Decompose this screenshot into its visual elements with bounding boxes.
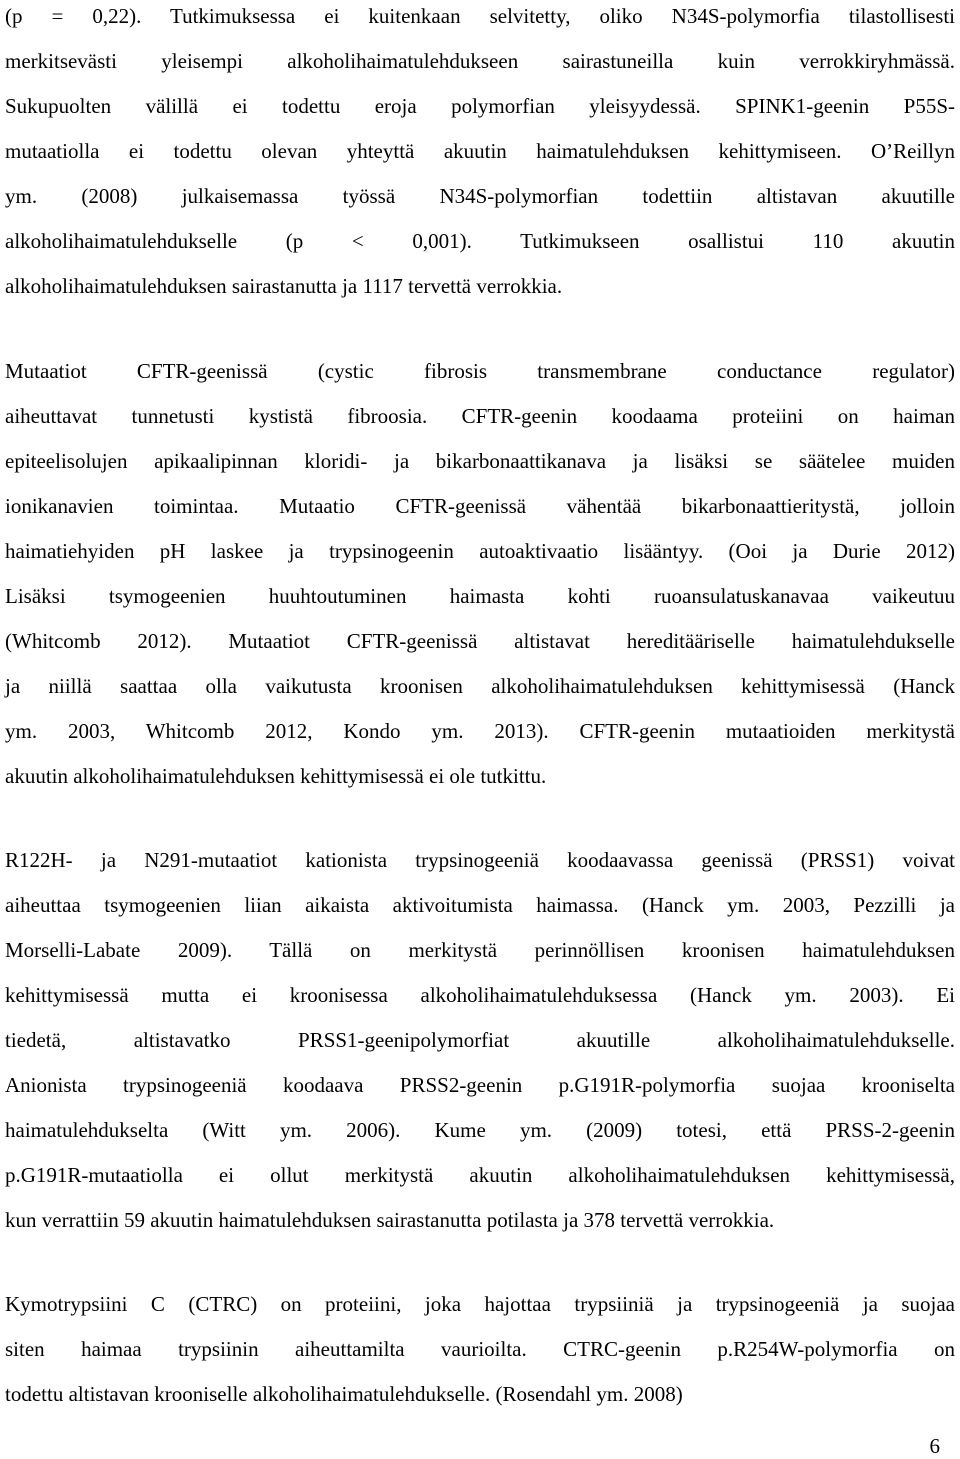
- text-line: ja niillä saattaa olla vaikutusta kroonisen alkoholihaimatulehduksen kehittymisessä (Hanck: [5, 674, 955, 698]
- text-line: ym. (2008) julkaisemassa työssä N34S-polymorfian todettiin altistavan akuutille: [5, 184, 955, 208]
- text-line: R122H- ja N291-mutaatiot kationista trypsinogeeniä koodaavassa geenissä (PRSS1) voivat: [5, 848, 955, 872]
- text-line: tiedetä, altistavatko PRSS1-geenipolymorfiat akuutille alkoholihaimatulehdukselle.: [5, 1028, 955, 1052]
- text-line: siten haimaa trypsiinin aiheuttamilta vaurioilta. CTRC-geenin p.R254W-polymorfia on: [5, 1337, 955, 1361]
- text-line: Sukupuolten välillä ei todettu eroja polymorfian yleisyydessä. SPINK1-geenin P55S-: [5, 94, 955, 118]
- text-line: (Whitcomb 2012). Mutaatiot CFTR-geenissä altistavat hereditääriselle haimatulehdukselle: [5, 629, 955, 653]
- text-line: aiheuttavat tunnetusti kystistä fibroosia. CFTR-geenin koodaama proteiini on haiman: [5, 404, 955, 428]
- text-line: todettu altistavan krooniselle alkoholihaimatulehdukselle. (Rosendahl ym. 2008): [5, 1382, 683, 1406]
- text-line: alkoholihaimatulehdukselle (p < 0,001). Tutkimukseen osallistui 110 akuutin: [5, 229, 955, 253]
- text-line: aiheuttaa tsymogeenien liian aikaista aktivoitumista haimassa. (Hanck ym. 2003, Pezzilli ja: [5, 893, 955, 917]
- text-line: Lisäksi tsymogeenien huuhtoutuminen haimasta kohti ruoansulatuskanavaa vaikeutuu: [5, 584, 955, 608]
- text-line: epiteelisolujen apikaalipinnan kloridi- ja bikarbonaattikanava ja lisäksi se säätelee muiden: [5, 449, 955, 473]
- page-number: 6: [929, 1434, 940, 1458]
- text-line: merkitsevästi yleisempi alkoholihaimatulehdukseen sairastuneilla kuin verrokkiryhmässä.: [5, 49, 955, 73]
- text-line: ionikanavien toimintaa. Mutaatio CFTR-geenissä vähentää bikarbonaattieritystä, jolloin: [5, 494, 955, 518]
- text-line: ym. 2003, Whitcomb 2012, Kondo ym. 2013). CFTR-geenin mutaatioiden merkitystä: [5, 719, 955, 743]
- text-line: alkoholihaimatulehduksen sairastanutta ja 1117 tervettä verrokkia.: [5, 274, 563, 298]
- text-line: p.G191R-mutaatiolla ei ollut merkitystä akuutin alkoholihaimatulehduksen kehittymisessä,: [5, 1163, 955, 1187]
- text-line: haimatiehyiden pH laskee ja trypsinogeenin autoaktivaatio lisääntyy. (Ooi ja Durie 2012): [5, 539, 955, 563]
- text-line: (p = 0,22). Tutkimuksessa ei kuitenkaan selvitetty, oliko N34S-polymorfia tilastollisesti: [5, 4, 955, 28]
- text-line: haimatulehdukselta (Witt ym. 2006). Kume ym. (2009) totesi, että PRSS-2-geenin: [5, 1118, 955, 1142]
- text-line: mutaatiolla ei todettu olevan yhteyttä akuutin haimatulehduksen kehittymiseen. O’Reillyn: [5, 139, 955, 163]
- text-line: Morselli-Labate 2009). Tällä on merkitystä perinnöllisen kroonisen haimatulehduksen: [5, 938, 955, 962]
- text-line: akuutin alkoholihaimatulehduksen kehittymisessä ei ole tutkittu.: [5, 764, 547, 788]
- text-line: Kymotrypsiini C (CTRC) on proteiini, joka hajottaa trypsiiniä ja trypsinogeeniä ja suojaa: [5, 1292, 955, 1316]
- text-line: Anionista trypsinogeeniä koodaava PRSS2-geenin p.G191R-polymorfia suojaa krooniselta: [5, 1073, 955, 1097]
- text-line: kehittymisessä mutta ei kroonisessa alkoholihaimatulehduksessa (Hanck ym. 2003). Ei: [5, 983, 955, 1007]
- text-line: kun verrattiin 59 akuutin haimatulehduksen sairastanutta potilasta ja 378 tervettä verrokkia.: [5, 1208, 775, 1232]
- text-line: Mutaatiot CFTR-geenissä (cystic fibrosis transmembrane conductance regulator): [5, 359, 955, 383]
